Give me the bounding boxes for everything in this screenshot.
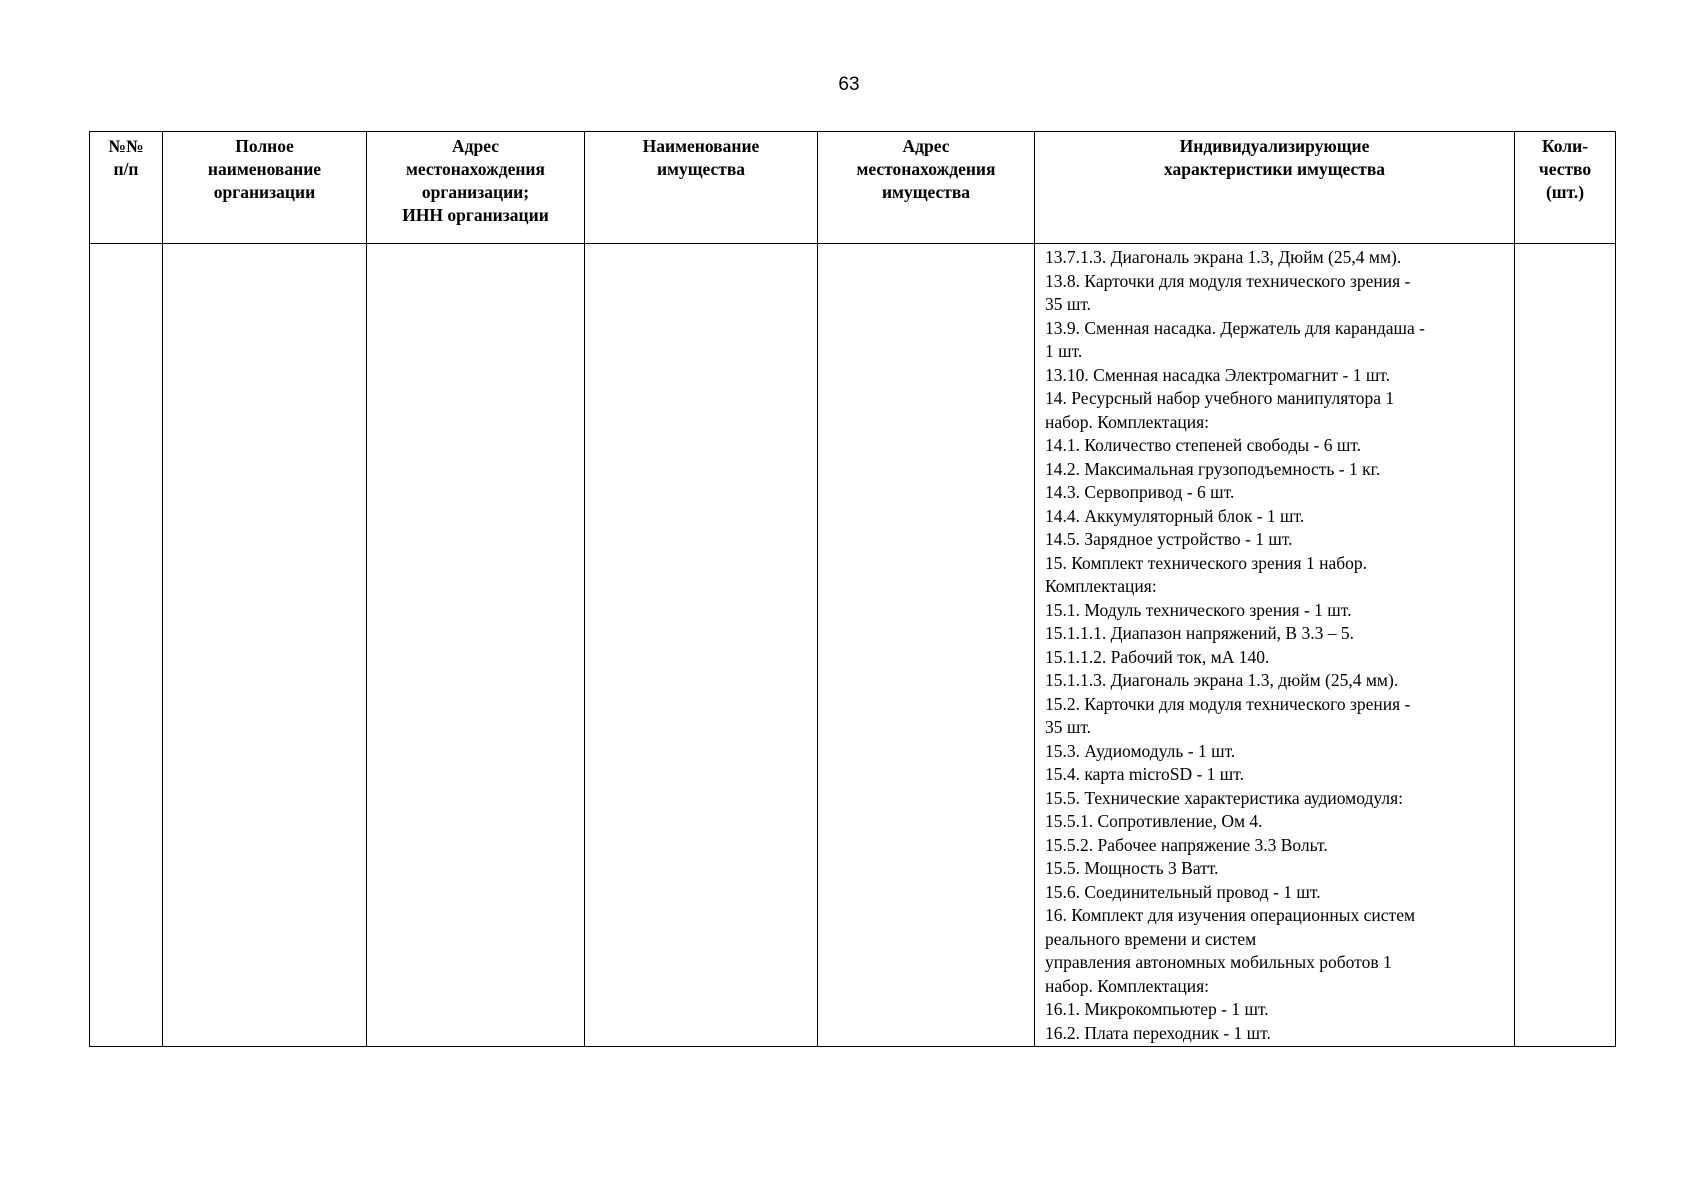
cell-characteristics bbox=[1035, 244, 1515, 1047]
header-organization-name: Полное наименование организации bbox=[163, 132, 367, 244]
cell-row-number bbox=[90, 244, 163, 1047]
characteristic-line: 13.9. Сменная насадка. Держатель для карандаша - bbox=[1045, 317, 1425, 338]
characteristic-line: 16.1. Микрокомпьютер - 1 шт. bbox=[1045, 999, 1269, 1019]
characteristic-line: 14.1. Количество степеней свободы - 6 шт. bbox=[1045, 435, 1362, 455]
characteristic-line: 15.5.1. Сопротивление, Ом 4. bbox=[1045, 811, 1263, 831]
characteristic-line: 15.5. Технические характеристика аудиомодуля: bbox=[1045, 787, 1404, 808]
header-property-address: Адрес местонахождения имущества bbox=[818, 132, 1035, 244]
characteristic-line: 14.2. Максимальная грузоподъемность - 1 кг. bbox=[1045, 458, 1381, 479]
characteristic-line: Комплектация: bbox=[1045, 576, 1157, 596]
characteristic-line: 15.6. Соединительный провод - 1 шт. bbox=[1045, 881, 1321, 902]
header-characteristics: Индивидуализирующие характеристики имущества bbox=[1035, 132, 1515, 244]
characteristic-line: 35 шт. bbox=[1045, 294, 1092, 314]
characteristic-line: 14.3. Сервопривод - 6 шт. bbox=[1045, 482, 1235, 502]
characteristic-line: 15.5.2. Рабочее напряжение 3.3 Вольт. bbox=[1045, 834, 1328, 855]
characteristic-line: 15. Комплект технического зрения 1 набор. bbox=[1045, 552, 1367, 573]
cell-property-name bbox=[585, 244, 818, 1047]
header-row-number: №№ п/п bbox=[90, 132, 163, 244]
characteristic-line: управления автономных мобильных роботов 1 bbox=[1045, 952, 1392, 972]
cell-organization-address-inn bbox=[367, 244, 585, 1047]
characteristic-line: 15.1.1.2. Рабочий ток, мА 140. bbox=[1045, 646, 1270, 667]
header-quantity: Коли- чество (шт.) bbox=[1515, 132, 1616, 244]
characteristic-line: 15.5. Мощность 3 Ватт. bbox=[1045, 858, 1219, 878]
cell-quantity bbox=[1515, 244, 1616, 1047]
characteristic-line: 15.4. карта microSD - 1 шт. bbox=[1045, 764, 1244, 784]
characteristic-line: набор. Комплектация: bbox=[1045, 975, 1209, 996]
characteristic-line: 14. Ресурсный набор учебного манипулятора 1 bbox=[1045, 388, 1395, 408]
characteristic-line: реального времени и систем bbox=[1045, 928, 1257, 949]
characteristic-line: 35 шт. bbox=[1045, 717, 1092, 737]
header-property-name: Наименование имущества bbox=[585, 132, 818, 244]
cell-property-address bbox=[818, 244, 1035, 1047]
characteristic-line: 13.7.1.3. Диагональ экрана 1.3, Дюйм (25,4 мм). bbox=[1045, 247, 1402, 267]
header-organization-address-inn: Адрес местонахождения организации; ИНН организации bbox=[367, 132, 585, 244]
property-table bbox=[89, 131, 1616, 1047]
characteristic-line: 14.5. Зарядное устройство - 1 шт. bbox=[1045, 529, 1293, 549]
characteristic-line: 13.8. Карточки для модуля технического зрения - bbox=[1045, 270, 1411, 291]
cell-organization-name bbox=[163, 244, 367, 1047]
characteristic-line: 15.1. Модуль технического зрения - 1 шт. bbox=[1045, 599, 1352, 620]
table-row bbox=[90, 244, 1616, 1047]
characteristic-line: набор. Комплектация: bbox=[1045, 411, 1209, 432]
characteristic-line: 15.3. Аудиомодуль - 1 шт. bbox=[1045, 740, 1236, 761]
characteristic-line: 15.1.1.3. Диагональ экрана 1.3, дюйм (25,4 мм). bbox=[1045, 670, 1399, 690]
characteristic-line: 15.2. Карточки для модуля технического зрения - bbox=[1045, 693, 1411, 714]
characteristic-line: 14.4. Аккумуляторный блок - 1 шт. bbox=[1045, 505, 1305, 526]
characteristic-line: 1 шт. bbox=[1045, 341, 1083, 361]
characteristic-line: 13.10. Сменная насадка Электромагнит - 1 шт. bbox=[1045, 364, 1391, 385]
characteristic-line: 16. Комплект для изучения операционных систем bbox=[1045, 905, 1416, 925]
characteristic-line: 16.2. Плата переходник - 1 шт. bbox=[1045, 1022, 1271, 1043]
table-header-row bbox=[90, 132, 1616, 244]
page-number: 63 bbox=[838, 74, 860, 95]
characteristic-line: 15.1.1.1. Диапазон напряжений, В 3.3 – 5. bbox=[1045, 623, 1354, 643]
